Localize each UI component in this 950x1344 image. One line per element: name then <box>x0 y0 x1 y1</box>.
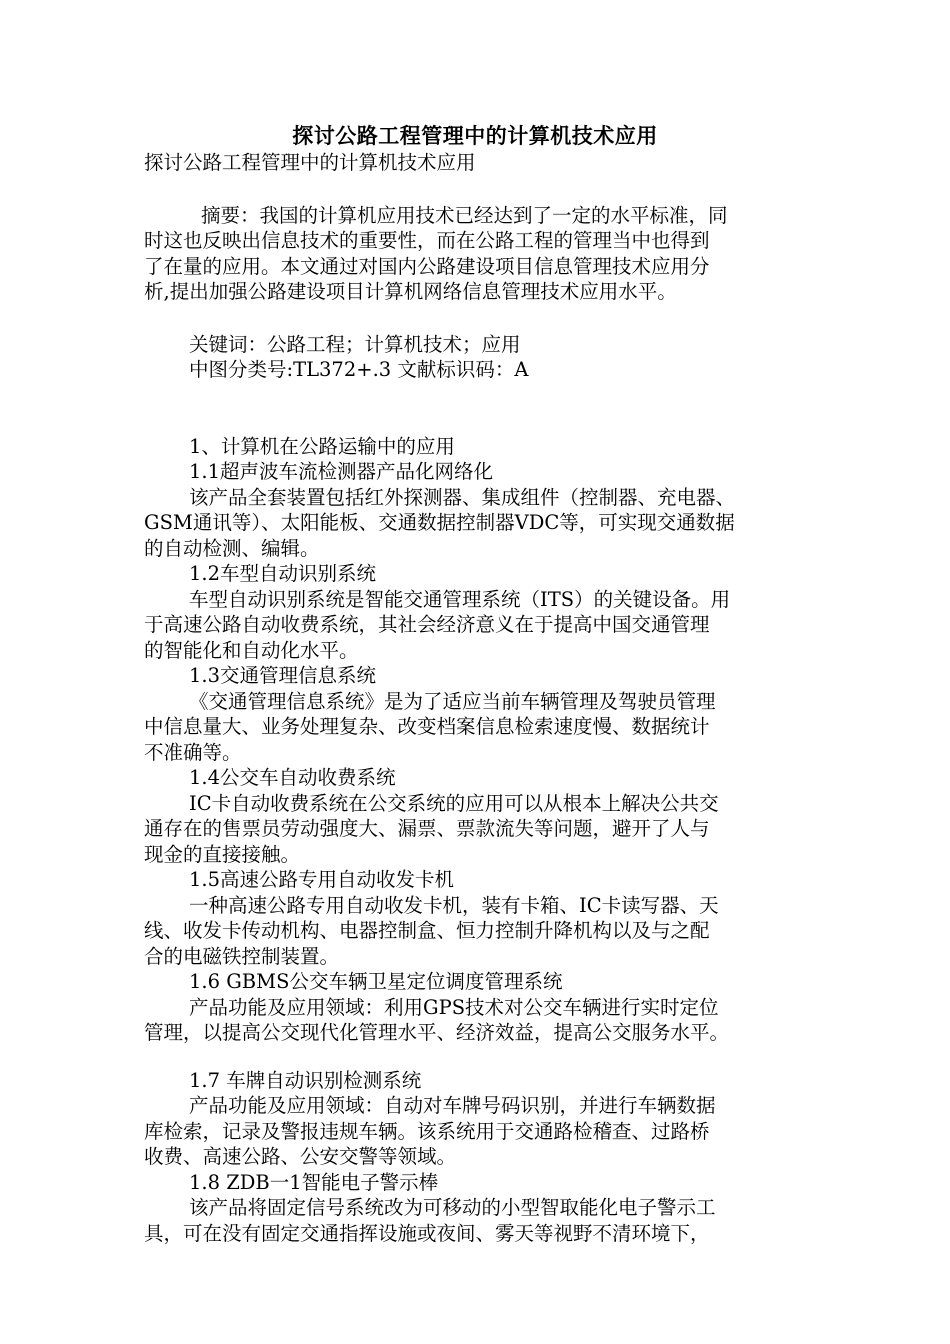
paragraph-line: 的智能化和自动化水平。 <box>144 638 359 662</box>
paragraph-line: 产品功能及应用领域：利用GPS技术对公交车辆进行实时定位 <box>189 995 719 1019</box>
spacer <box>144 383 812 434</box>
paragraph-line: 产品功能及应用领域：自动对车牌号码识别，并进行车辆数据 <box>189 1094 716 1117</box>
paragraph-line: 具，可在没有固定交通指挥设施或夜间、雾天等视野不清环境下， <box>144 1221 710 1245</box>
paragraph-line: 该产品全套装置包括红外探测器、集成组件（控制器、充电器、 <box>189 485 736 509</box>
paragraph-line: 通存在的售票员劳动强度大、漏票、票款流失等问题，避开了人与 <box>144 817 710 840</box>
paragraph-line: 收费、高速公路、公安交警等领域。 <box>144 1145 457 1168</box>
subsection-heading: 1.6 GBMS公交车辆卫星定位调度管理系统 <box>189 970 563 993</box>
paragraph-line: 现金的直接接触。 <box>144 842 301 866</box>
abstract-line: 了在量的应用。本文通过对国内公路建设项目信息管理技术应用分 <box>144 254 710 278</box>
paragraph-line: 车型自动识别系统是智能交通管理系统（ITS）的关键设备。用 <box>189 587 731 611</box>
paragraph-line: 合的电磁铁控制装置。 <box>144 944 340 968</box>
paragraph-line: 《交通管理信息系统》是为了适应当前车辆管理及驾驶员管理 <box>189 689 716 713</box>
paragraph-line: 的自动检测、编辑。 <box>144 536 320 560</box>
abstract <box>144 203 812 305</box>
document-subtitle: 探讨公路工程管理中的计算机技术应用 <box>144 151 476 174</box>
abstract-line: 析,提出加强公路建设项目计算机网络信息管理技术应用水平。 <box>144 280 677 303</box>
paragraph-line: 于高速公路自动收费系统，其社会经济意义在于提高中国交通管理 <box>144 613 710 636</box>
subsection-heading: 1.5高速公路专用自动收发卡机 <box>189 868 455 891</box>
keywords: 关键词：公路工程；计算机技术；应用 <box>189 332 521 356</box>
section-heading: 1、计算机在公路运输中的应用 <box>189 434 455 458</box>
subsection-heading: 1.4公交车自动收费系统 <box>189 766 396 789</box>
paragraph-line: 中信息量大、业务处理复杂、改变档案信息检索速度慢、数据统计 <box>144 715 710 738</box>
paragraph-line: 该产品将固定信号系统改为可移动的小型智取能化电子警示工 <box>189 1196 716 1219</box>
document-body <box>144 150 812 1246</box>
subsection-heading: 1.7 车牌自动识别检测系统 <box>189 1068 422 1092</box>
document-title: 探讨公路工程管理中的计算机技术应用 <box>292 123 658 148</box>
paragraph-line: IC卡自动收费系统在公交系统的应用可以从根本上解决公共交 <box>189 791 719 815</box>
subsection-heading: 1.2车型自动识别系统 <box>189 562 377 585</box>
subsection-heading: 1.8 ZDB一1智能电子警示棒 <box>189 1170 439 1194</box>
paragraph-line: 管理，以提高公交现代化管理水平、经济效益，提高公交服务水平。 <box>144 1021 730 1044</box>
subsection-heading: 1.3交通管理信息系统 <box>189 664 377 687</box>
spacer <box>144 176 812 203</box>
subsection-heading: 1.1超声波车流检测器产品化网络化 <box>189 460 494 483</box>
paragraph-line: GSM通讯等）、太阳能板、交通数据控制器VDC等，可实现交通数据 <box>144 511 735 534</box>
paragraph-line: 不准确等。 <box>144 740 242 764</box>
spacer <box>144 1046 812 1068</box>
paragraph-line: 库检索，记录及警报违规车辆。该系统用于交通路检稽查、过路桥 <box>144 1119 710 1143</box>
classification: 中图分类号:TL372+.3 文献标识码：A <box>189 358 529 381</box>
spacer <box>144 305 812 332</box>
paragraph-line: 一种高速公路专用自动收发卡机，装有卡箱、IC卡读写器、天 <box>189 893 719 917</box>
abstract-line: 摘要：我国的计算机应用技术已经达到了一定的水平标准，同 <box>201 203 728 227</box>
paragraph-line: 线、收发卡传动机构、电器控制盒、恒力控制升降机构以及与之配 <box>144 919 710 942</box>
abstract-line: 时这也反映出信息技术的重要性，而在公路工程的管理当中也得到 <box>144 229 710 252</box>
